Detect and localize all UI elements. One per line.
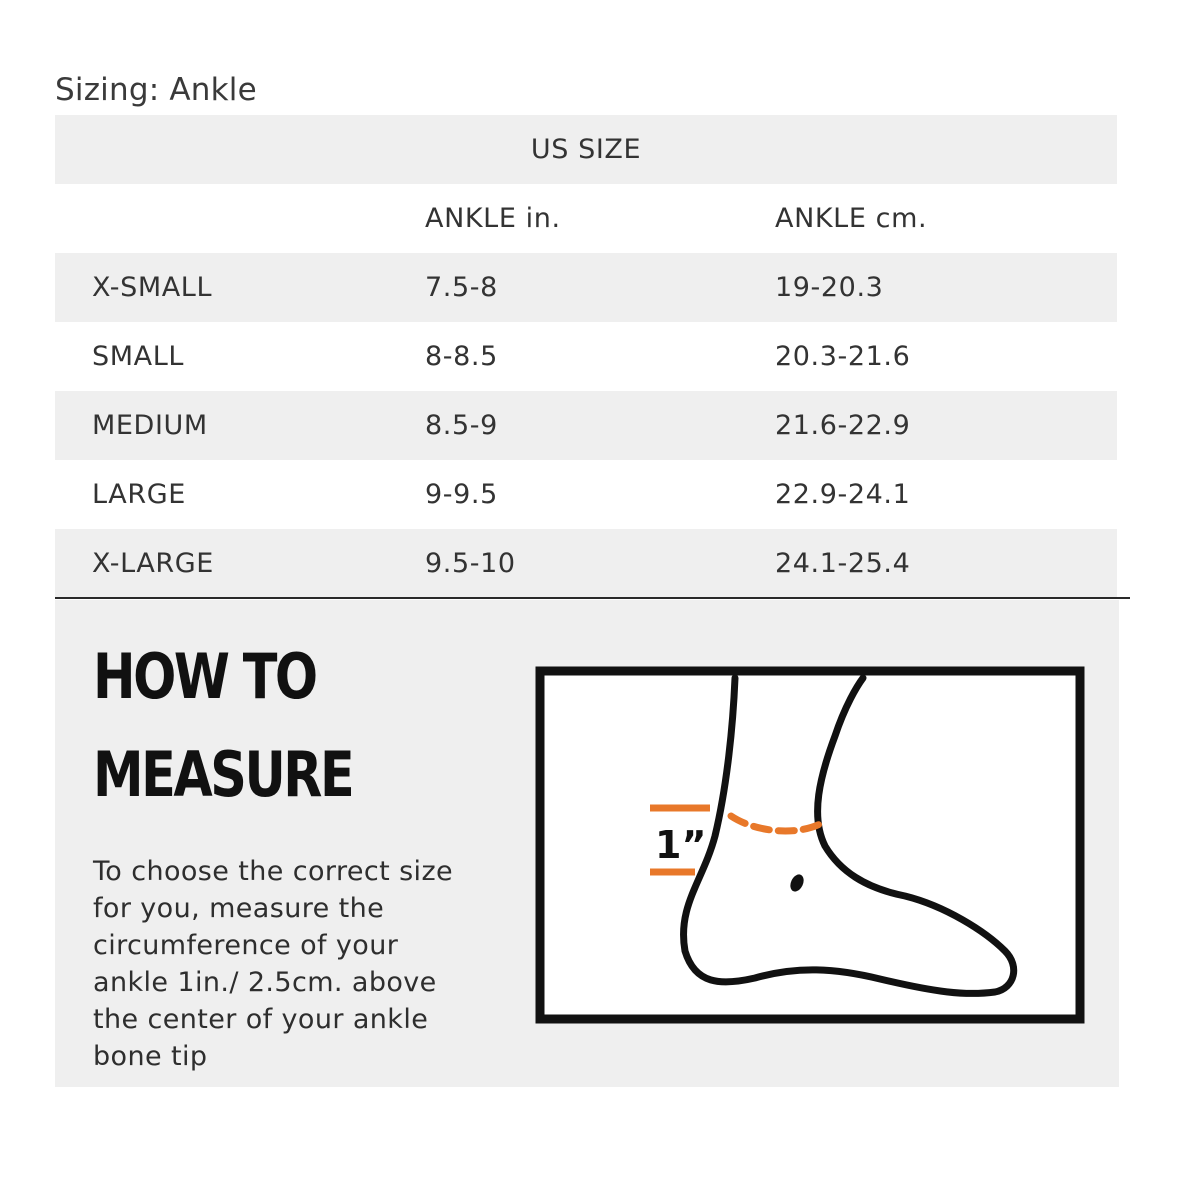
size-label: MEDIUM [92, 410, 208, 441]
size-label: SMALL [92, 341, 184, 372]
size-label: X-SMALL [92, 272, 213, 303]
ankle-cm-value: 19-20.3 [775, 272, 884, 303]
one-inch-label: 1” [655, 823, 707, 867]
measure-instructions: To choose the correct size for you, measure the circumference of your ankle 1in./ 2.5cm. above the center of your ankle bone tip [93, 856, 454, 1072]
table-row [55, 391, 1117, 460]
title-line-2: MEASURE [93, 738, 353, 811]
size-label: X-LARGE [92, 548, 214, 579]
ankle-cm-value: 21.6-22.9 [775, 410, 911, 441]
sizing-table [55, 115, 1117, 598]
table-row [55, 253, 1117, 322]
ankle-cm-value: 20.3-21.6 [775, 341, 911, 372]
us-size-header: US SIZE [530, 134, 642, 165]
ankle-inches-header: ANKLE in. [425, 203, 561, 234]
ankle-inches-value: 9-9.5 [425, 479, 498, 510]
how-to-measure-panel [55, 600, 1119, 1087]
ankle-measure-diagram [535, 666, 1085, 1024]
ankle-inches-value: 7.5-8 [425, 272, 498, 303]
table-row [55, 460, 1117, 529]
table-group-header [55, 115, 1117, 184]
size-label: LARGE [92, 479, 186, 510]
section-divider [55, 597, 1130, 599]
ankle-inches-value: 9.5-10 [425, 548, 516, 579]
table-row [55, 322, 1117, 391]
ankle-cm-value: 22.9-24.1 [775, 479, 911, 510]
ankle-inches-value: 8-8.5 [425, 341, 498, 372]
table-row [55, 529, 1117, 598]
table-column-headers [55, 184, 1117, 253]
ankle-cm-header: ANKLE cm. [775, 203, 928, 234]
how-to-measure-title [93, 628, 421, 824]
ankle-inches-value: 8.5-9 [425, 410, 498, 441]
title-line-1: HOW TO [93, 640, 316, 713]
ankle-cm-value: 24.1-25.4 [775, 548, 911, 579]
page-title: Sizing: Ankle [55, 72, 257, 108]
